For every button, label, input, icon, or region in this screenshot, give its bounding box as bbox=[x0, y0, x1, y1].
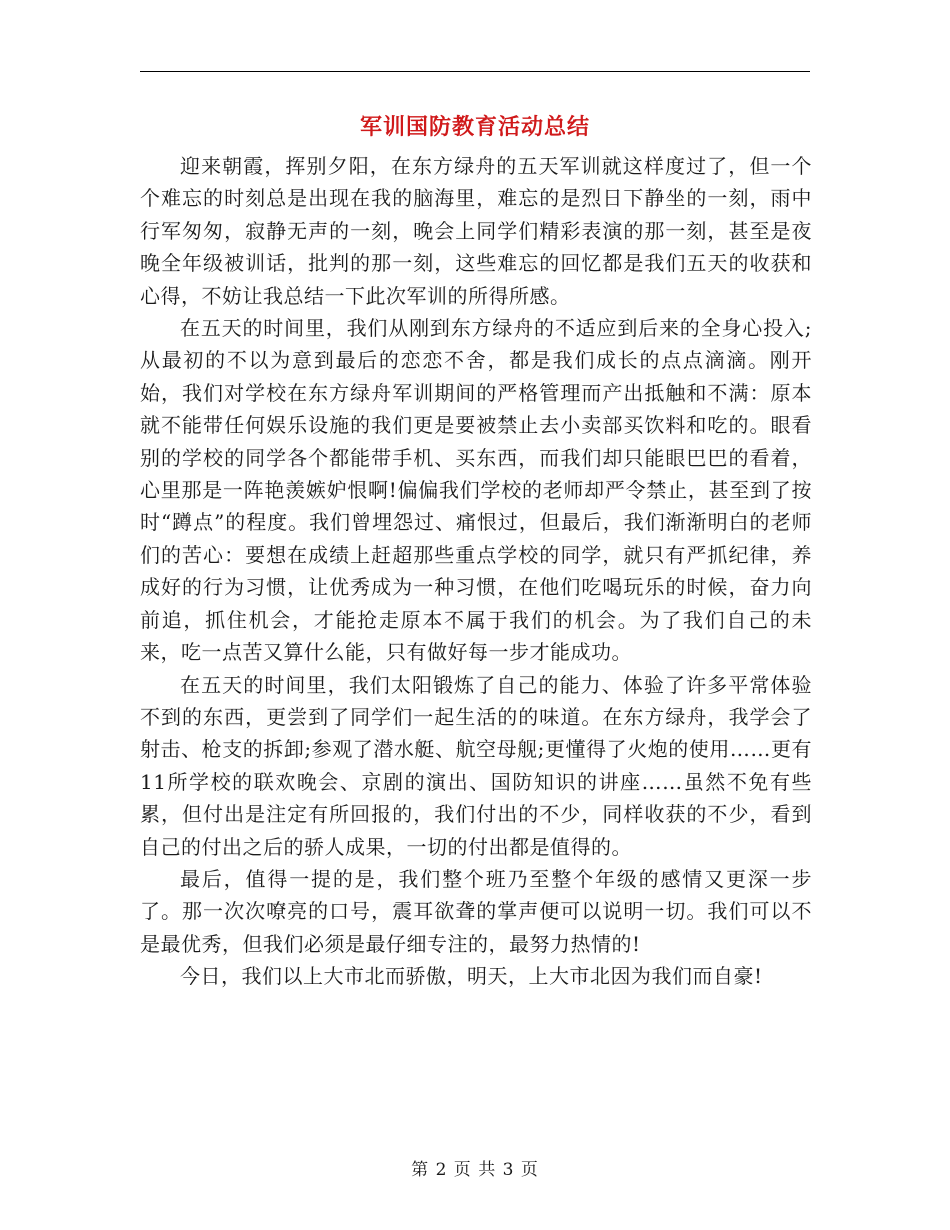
page-number-footer: 第 2 页 共 3 页 bbox=[411, 1160, 539, 1180]
paragraph-5: 今日，我们以上大市北而骄傲，明天，上大市北因为我们而自豪! bbox=[180, 964, 763, 989]
header-rule bbox=[140, 71, 810, 72]
document-body bbox=[140, 150, 812, 993]
paragraph-3: 在五天的时间里，我们太阳锻炼了自己的能力、体验了许多平常体验不到的东西，更尝到了同学们一起生活的的味道。在东方绿舟，我学会了射击、枪支的拆卸;参观了潜水艇、航空母舰;更懂得了火炮的使用……更有11所学校的联欢晚会、京剧的演出、国防知识的讲座……虽然不免有些累，但付出是注定有所回报的，我们付出的不少，同样收获的不少，看到自己的付出之后的骄人成果，一切的付出都是值得的。 bbox=[140, 672, 812, 859]
paragraph-2: 在五天的时间里，我们从刚到东方绿舟的不适应到后来的全身心投入;从最初的不以为意到最后的恋恋不舍，都是我们成长的点点滴滴。刚开始，我们对学校在东方绿舟军训期间的严格管理而产出抵触和不满：原本就不能带任何娱乐设施的我们更是要被禁止去小卖部买饮料和吃的。眼看别的学校的同学各个都能带手机、买东西，而我们却只能眼巴巴的看着，心里那是一阵艳羡嫉妒恨啊!偏偏我们学校的老师却严令禁止，甚至到了按时“蹲点”的程度。我们曾埋怨过、痛恨过，但最后，我们渐渐明白的老师们的苦心：要想在成绩上赶超那些重点学校的同学，就只有严抓纪律，养成好的行为习惯，让优秀成为一种习惯，在他们吃喝玩乐的时候，奋力向前追，抓住机会，才能抢走原本不属于我们的机会。为了我们自己的未来，吃一点苦又算什么能，只有做好每一步才能成功。 bbox=[140, 316, 812, 665]
document-title: 军训国防教育活动总结 bbox=[359, 114, 590, 140]
paragraph-1: 迎来朝霞，挥别夕阳，在东方绿舟的五天军训就这样度过了，但一个个难忘的时刻总是出现在我的脑海里，难忘的是烈日下静坐的一刻，雨中行军匆匆，寂静无声的一刻，晚会上同学们精彩表演的那一刻，甚至是夜晚全年级被训话，批判的那一刻，这些难忘的回忆都是我们五天的收获和心得，不妨让我总结一下此次军训的所得所感。 bbox=[140, 154, 812, 308]
paragraph-4: 最后，值得一提的是，我们整个班乃至整个年级的感情又更深一步了。那一次次嘹亮的口号，震耳欲聋的掌声便可以说明一切。我们可以不是最优秀，但我们必须是最仔细专注的，最努力热情的! bbox=[140, 866, 812, 956]
